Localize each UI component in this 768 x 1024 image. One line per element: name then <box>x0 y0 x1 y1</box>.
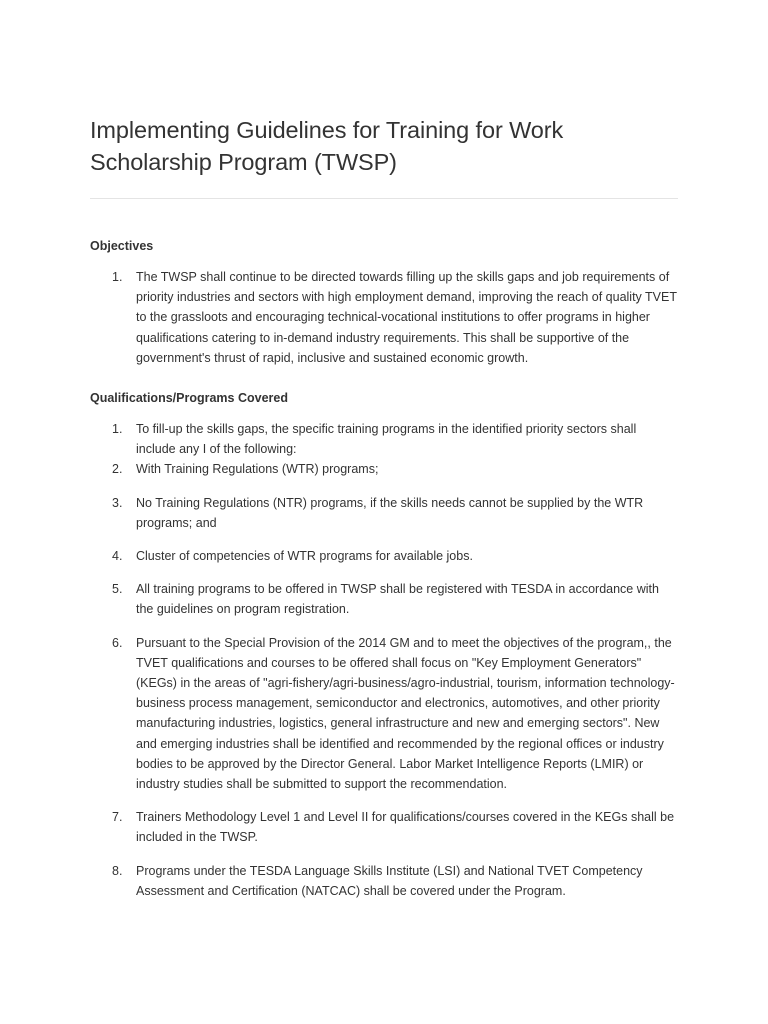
list-item-number: 1. <box>112 422 123 437</box>
list-item-number: 6. <box>112 635 123 650</box>
list-item-text: The TWSP shall continue to be directed towards filling up the skills gaps and job requirements of priority industries and sectors with high employment demand, improving the reach of quality TVET to the grassloots and encouraging technical-vocational institutions to offer programs in higher qualifications catering to in-demand industry requirements. This shall be supportive of the government's thrust of rapid, inclusive and sustained economic growth. <box>136 270 677 365</box>
list-item-number: 8. <box>112 863 123 878</box>
list-item-number: 4. <box>112 549 123 564</box>
list-item <box>90 267 678 368</box>
list-item-text: Programs under the TESDA Language Skills Institute (LSI) and National TVET Competency Assessment and Certification (NATCAC) shall be covered under the Program. <box>136 863 643 898</box>
list-item-number: 3. <box>112 495 123 510</box>
list-item <box>90 633 678 795</box>
list-item <box>90 493 678 533</box>
list-item-text: All training programs to be offered in TWSP shall be registered with TESDA in accordance with the guidelines on program registration. <box>136 582 659 617</box>
qualifications-heading: Qualifications/Programs Covered <box>90 391 288 406</box>
list-item-number: 1. <box>112 270 123 284</box>
list-item-text: Cluster of competencies of WTR programs for available jobs. <box>136 549 473 564</box>
list-item-number: 5. <box>112 582 123 597</box>
list-item <box>90 579 678 619</box>
list-item-text: With Training Regulations (WTR) programs; <box>136 462 379 477</box>
list-item <box>90 459 678 479</box>
page-title: Implementing Guidelines for Training for Work Scholarship Program (TWSP) <box>90 117 564 175</box>
list-item-text: Trainers Methodology Level 1 and Level II for qualifications/courses covered in the KEGs shall be included in the TWSP. <box>136 810 675 845</box>
list-item-number: 7. <box>112 810 123 825</box>
list-item-text: No Training Regulations (NTR) programs, if the skills needs cannot be supplied by the WTR programs; and <box>136 495 644 530</box>
list-item <box>90 546 678 566</box>
objectives-heading: Objectives <box>90 239 154 253</box>
list-item-number: 2. <box>112 462 123 477</box>
list-item-text: To fill-up the skills gaps, the specific training programs in the identified priority sectors shall include any I of the following: <box>136 422 637 457</box>
objectives-list <box>90 267 678 368</box>
qualifications-list <box>90 419 678 901</box>
list-item <box>90 861 678 901</box>
title-divider <box>90 198 678 199</box>
list-item-text: Pursuant to the Special Provision of the 2014 GM and to meet the objectives of the program,, the TVET qualifications and courses to be offered shall focus on "Key Employment Generators" (KEGs) in the areas of "agri-fishery/agri-business/agro-industrial, tourism, information technology-business process management, semiconductor and electronics, automotives, and other priority manufacturing industries, logistics, general infrastructure and new and emerging sectors". New and emerging industries shall be identified and recommended by the regional offices or industry bodies to be approved by the Director General. Labor Market Intelligence Reports (LMIR) or industry studies shall be submitted to support the recommendation. <box>136 635 675 792</box>
list-item <box>90 807 678 847</box>
list-item <box>90 419 678 459</box>
